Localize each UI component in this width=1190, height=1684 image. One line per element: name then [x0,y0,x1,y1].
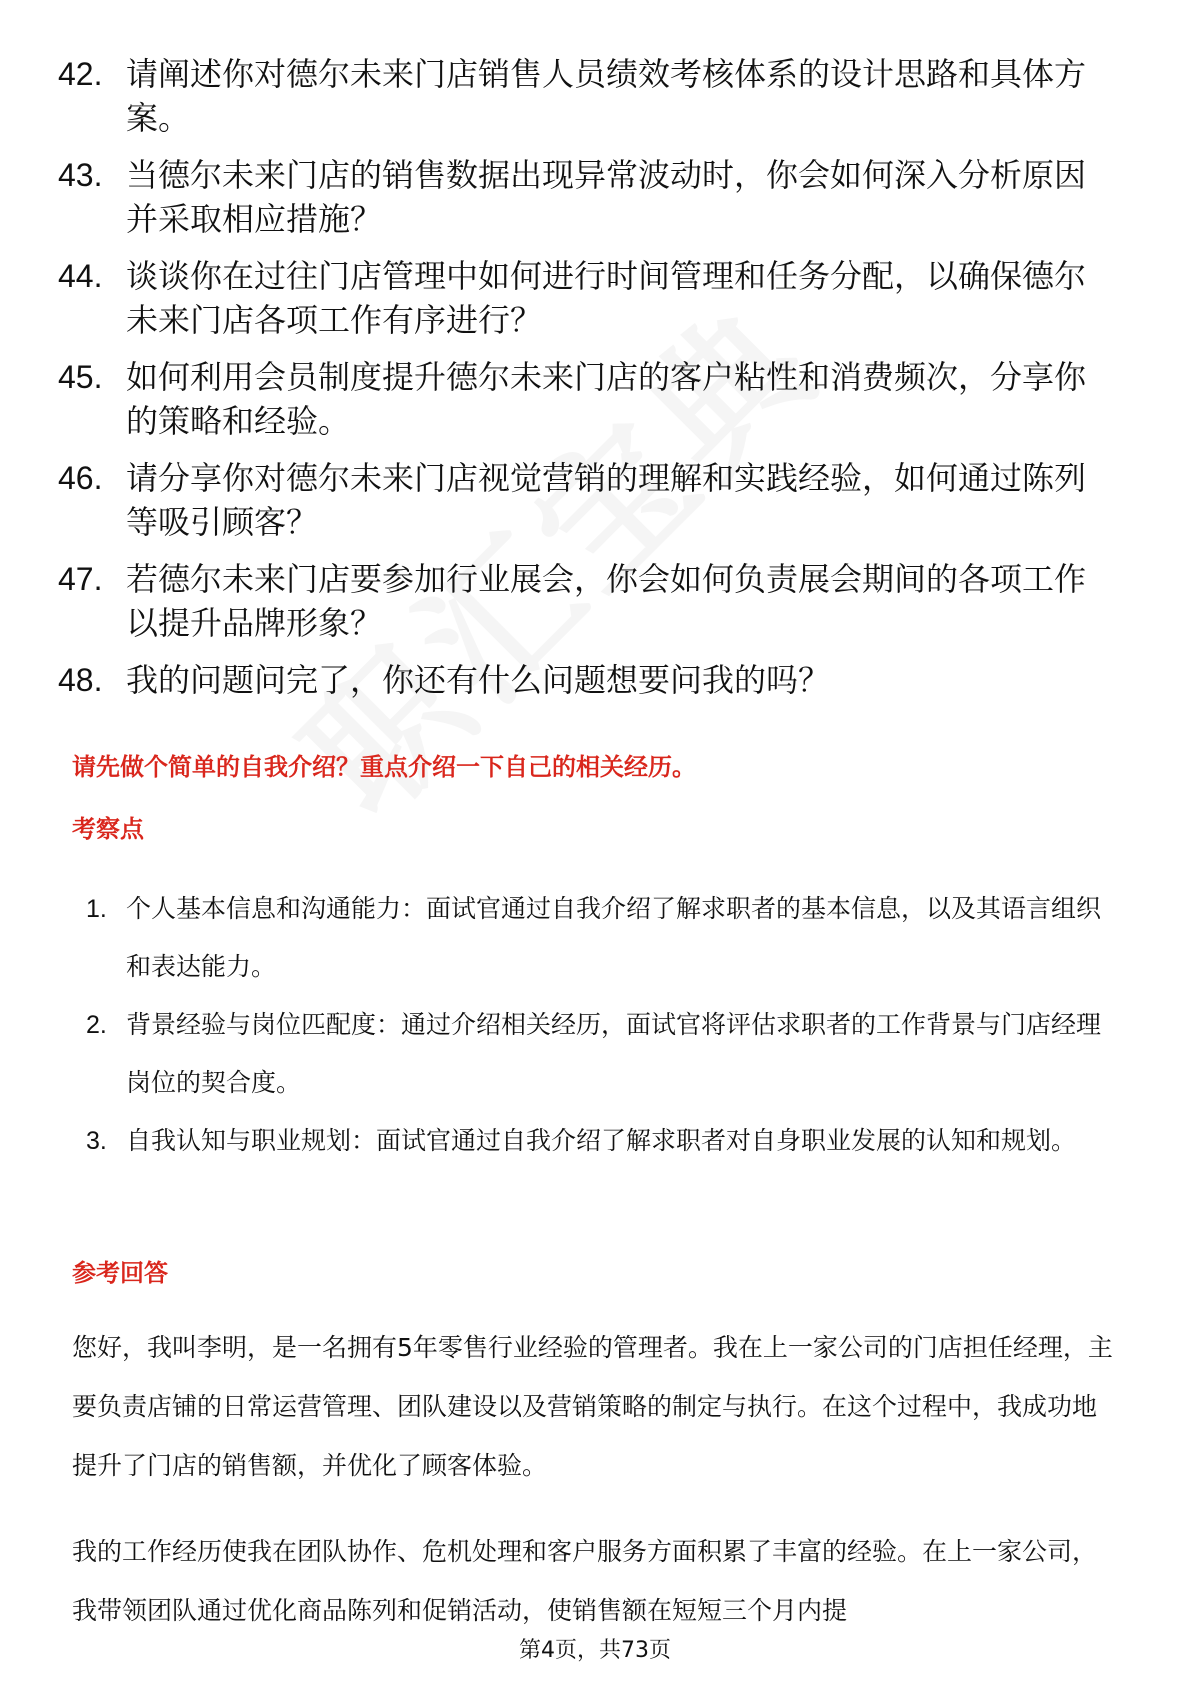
answer-paragraph: 我的工作经历使我在团队协作、危机处理和客户服务方面积累了丰富的经验。在上一家公司，我带领团队通过优化商品陈列和促销活动，使销售额在短短三个月内提 [72,1537,1098,1625]
point-item [0,880,1190,996]
answer-heading: 参考回答 [72,1259,168,1287]
point-item [0,1112,1190,1170]
question-item [0,355,1190,443]
point-number: 2. [86,1011,107,1039]
question-text: 当德尔未来门店的销售数据出现异常波动时，你会如何深入分析原因并采取相应措施？ [126,156,1087,238]
question-item [0,153,1190,241]
question-text: 如何利用会员制度提升德尔未来门店的客户粘性和消费频次，分享你的策略和经验。 [126,358,1087,440]
page-footer: 第4页，共73页 [519,1638,671,1663]
point-item [0,996,1190,1112]
point-text: 个人基本信息和沟通能力：面试官通过自我介绍了解求职者的基本信息，以及其语言组织和表达能力。 [126,894,1102,981]
question-text: 我的问题问完了，你还有什么问题想要问我的吗？ [126,661,831,699]
question-item [0,557,1190,645]
question-number: 44. [58,258,103,294]
point-number: 1. [86,895,107,923]
point-text: 自我认知与职业规划：面试官通过自我介绍了解求职者对自身职业发展的认知和规划。 [126,1126,1077,1155]
question-list [0,52,1190,715]
answer-paragraph: 您好，我叫李明，是一名拥有5年零售行业经验的管理者。我在上一家公司的门店担任经理，主要负责店铺的日常运营管理、团队建设以及营销策略的制定与执行。在这个过程中，我成功地提升了门店的销售额，并优化了顾客体验。 [72,1333,1113,1480]
question-item [0,52,1190,140]
assessment-points [0,880,1190,1170]
question-number: 45. [58,359,103,395]
point-number: 3. [86,1127,107,1155]
question-number: 47. [58,561,103,597]
point-text: 背景经验与岗位匹配度：通过介绍相关经历，面试官将评估求职者的工作背景与门店经理岗位的契合度。 [126,1010,1102,1097]
section-title: 请先做个简单的自我介绍？重点介绍一下自己的相关经历。 [72,753,696,781]
question-number: 46. [58,460,103,496]
question-text: 请分享你对德尔未来门店视觉营销的理解和实践经验，如何通过陈列等吸引顾客？ [126,459,1087,541]
question-number: 48. [58,662,103,698]
question-text: 谈谈你在过往门店管理中如何进行时间管理和任务分配，以确保德尔未来门店各项工作有序进行？ [126,257,1087,339]
question-item [0,254,1190,342]
question-item [0,456,1190,544]
question-item [0,658,1190,702]
points-heading: 考察点 [72,815,144,843]
question-text: 若德尔未来门店要参加行业展会，你会如何负责展会期间的各项工作以提升品牌形象？ [126,560,1087,642]
question-number: 42. [58,56,103,92]
question-number: 43. [58,157,103,193]
question-text: 请阐述你对德尔未来门店销售人员绩效考核体系的设计思路和具体方案。 [126,55,1087,137]
